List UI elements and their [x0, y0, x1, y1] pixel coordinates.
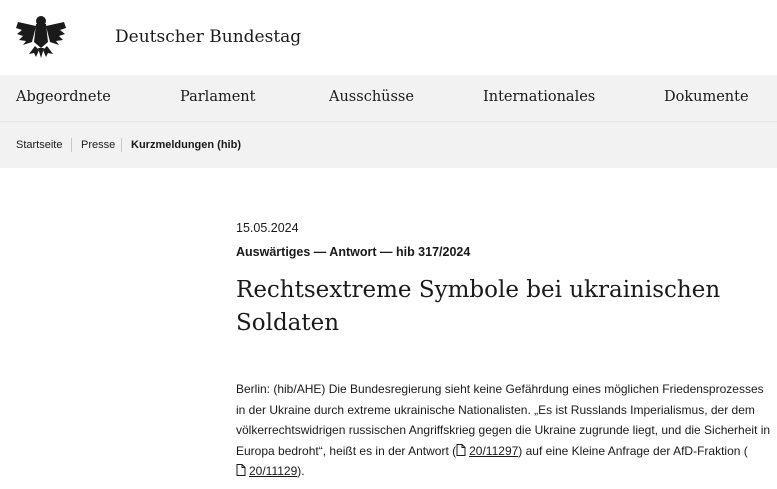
site-title[interactable]: Deutscher Bundestag	[115, 27, 302, 47]
federal-eagle-icon[interactable]	[14, 12, 68, 60]
document-link-label: 20/11129	[249, 464, 298, 478]
breadcrumb-current: Kurzmeldungen (hib)	[131, 139, 241, 151]
document-icon	[236, 464, 246, 476]
breadcrumb-startseite[interactable]: Startseite	[16, 139, 63, 151]
article-meta: Auswärtiges — Antwort — hib 317/2024	[236, 245, 471, 259]
main-navigation	[0, 75, 777, 121]
document-link-label: 20/11297	[469, 443, 519, 458]
breadcrumb-separator	[71, 138, 72, 152]
article-body	[236, 379, 772, 482]
document-link-20-11129[interactable]	[236, 464, 297, 478]
document-link-20-11297[interactable]	[456, 444, 518, 458]
nav-item-internationales[interactable]: Internationales	[483, 89, 596, 105]
nav-item-abgeordnete[interactable]: Abgeordnete	[16, 89, 111, 105]
body-text-part2: ) auf eine Kleine Anfrage der AfD-Fraktion (	[518, 443, 748, 458]
breadcrumb	[0, 121, 777, 168]
body-text-part3: ).	[297, 464, 305, 478]
nav-item-dokumente[interactable]: Dokumente	[664, 89, 749, 105]
site-header	[0, 0, 777, 75]
nav-item-parlament[interactable]: Parlament	[180, 89, 256, 105]
body-text-part1: Berlin: (hib/AHE) Die Bundesregierung sieht keine Gefährdung eines möglichen Friedensprozesses in der Ukraine durch extreme ukrainische Nationalisten. „Es ist Russlands Imperialismus, der dem völkerrechtswidrigen russischen Angriffskrieg gegen die Ukraine zugrunde liegt, und die Sicherheit in Europa bedroht“, heißt es in der Antwort (	[236, 382, 771, 458]
article-date: 15.05.2024	[236, 221, 299, 235]
article-headline: Rechtsextreme Symbole bei ukrainischen Soldaten	[236, 277, 721, 336]
breadcrumb-separator	[121, 138, 122, 152]
breadcrumb-presse[interactable]: Presse	[81, 139, 116, 151]
document-icon	[456, 444, 466, 456]
nav-item-ausschuesse[interactable]: Ausschüsse	[329, 89, 414, 105]
